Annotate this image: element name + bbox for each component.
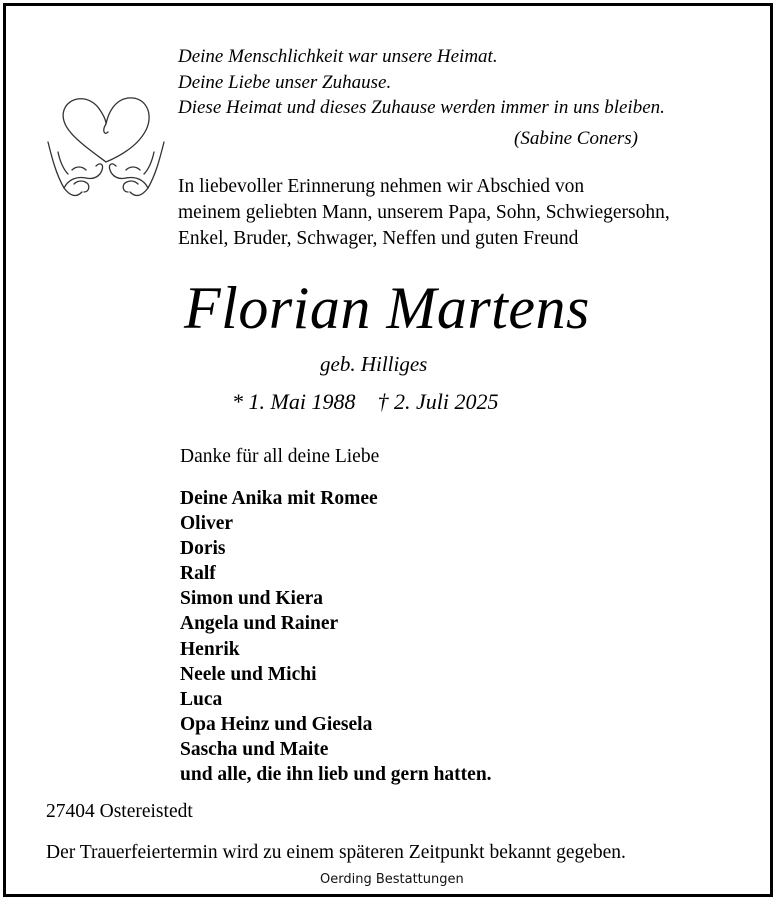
mourner: und alle, die ihn lieb und gern hatten. <box>180 764 492 786</box>
quote-line: Diese Heimat und dieses Zuhause werden immer in uns bleiben. <box>178 97 665 118</box>
mourner: Deine Anika mit Romee <box>180 488 378 509</box>
mourner: Luca <box>180 688 223 710</box>
intro-line: Enkel, Bruder, Schwager, Neffen und guten Freund <box>178 228 579 249</box>
heart-hands-icon <box>42 92 170 204</box>
birth-date: * 1. Mai 1988 <box>232 389 356 414</box>
quote <box>178 44 665 121</box>
birth-name: geb. Hilliges <box>320 352 428 376</box>
life-dates <box>232 389 498 415</box>
undertaker-name: Oerding Bestattungen <box>320 872 464 887</box>
death-date: † 2. Juli 2025 <box>377 389 499 414</box>
mourner: Ralf <box>180 563 216 585</box>
deceased-name: Florian Martens <box>184 275 590 341</box>
location: 27404 Ostereistedt <box>46 801 193 822</box>
quote-line: Deine Liebe unser Zuhause. <box>178 71 392 93</box>
intro-line: In liebevoller Erinnerung nehmen wir Abschied von <box>178 176 585 197</box>
quote-line: Deine Menschlichkeit war unsere Heimat. <box>178 46 498 67</box>
mourner: Sascha und Maite <box>180 738 329 760</box>
funeral-notice: Der Trauerfeiertermin wird zu einem späteren Zeitpunkt bekannt gegeben. <box>46 842 626 863</box>
mourner: Opa Heinz und Giesela <box>180 713 373 735</box>
intro-text <box>178 174 670 252</box>
mourner: Oliver <box>180 513 234 535</box>
mourners-list <box>180 486 492 787</box>
obituary-frame <box>3 3 773 897</box>
thanks-line: Danke für all deine Liebe <box>180 446 380 467</box>
quote-author: (Sabine Coners) <box>514 128 639 149</box>
mourner: Henrik <box>180 638 240 660</box>
mourner: Doris <box>180 538 226 560</box>
intro-line: meinem geliebten Mann, unserem Papa, Sohn, Schwiegersohn, <box>178 202 670 223</box>
mourner: Simon und Kiera <box>180 588 324 610</box>
mourner: Angela und Rainer <box>180 613 339 635</box>
mourner: Neele und Michi <box>180 663 317 685</box>
